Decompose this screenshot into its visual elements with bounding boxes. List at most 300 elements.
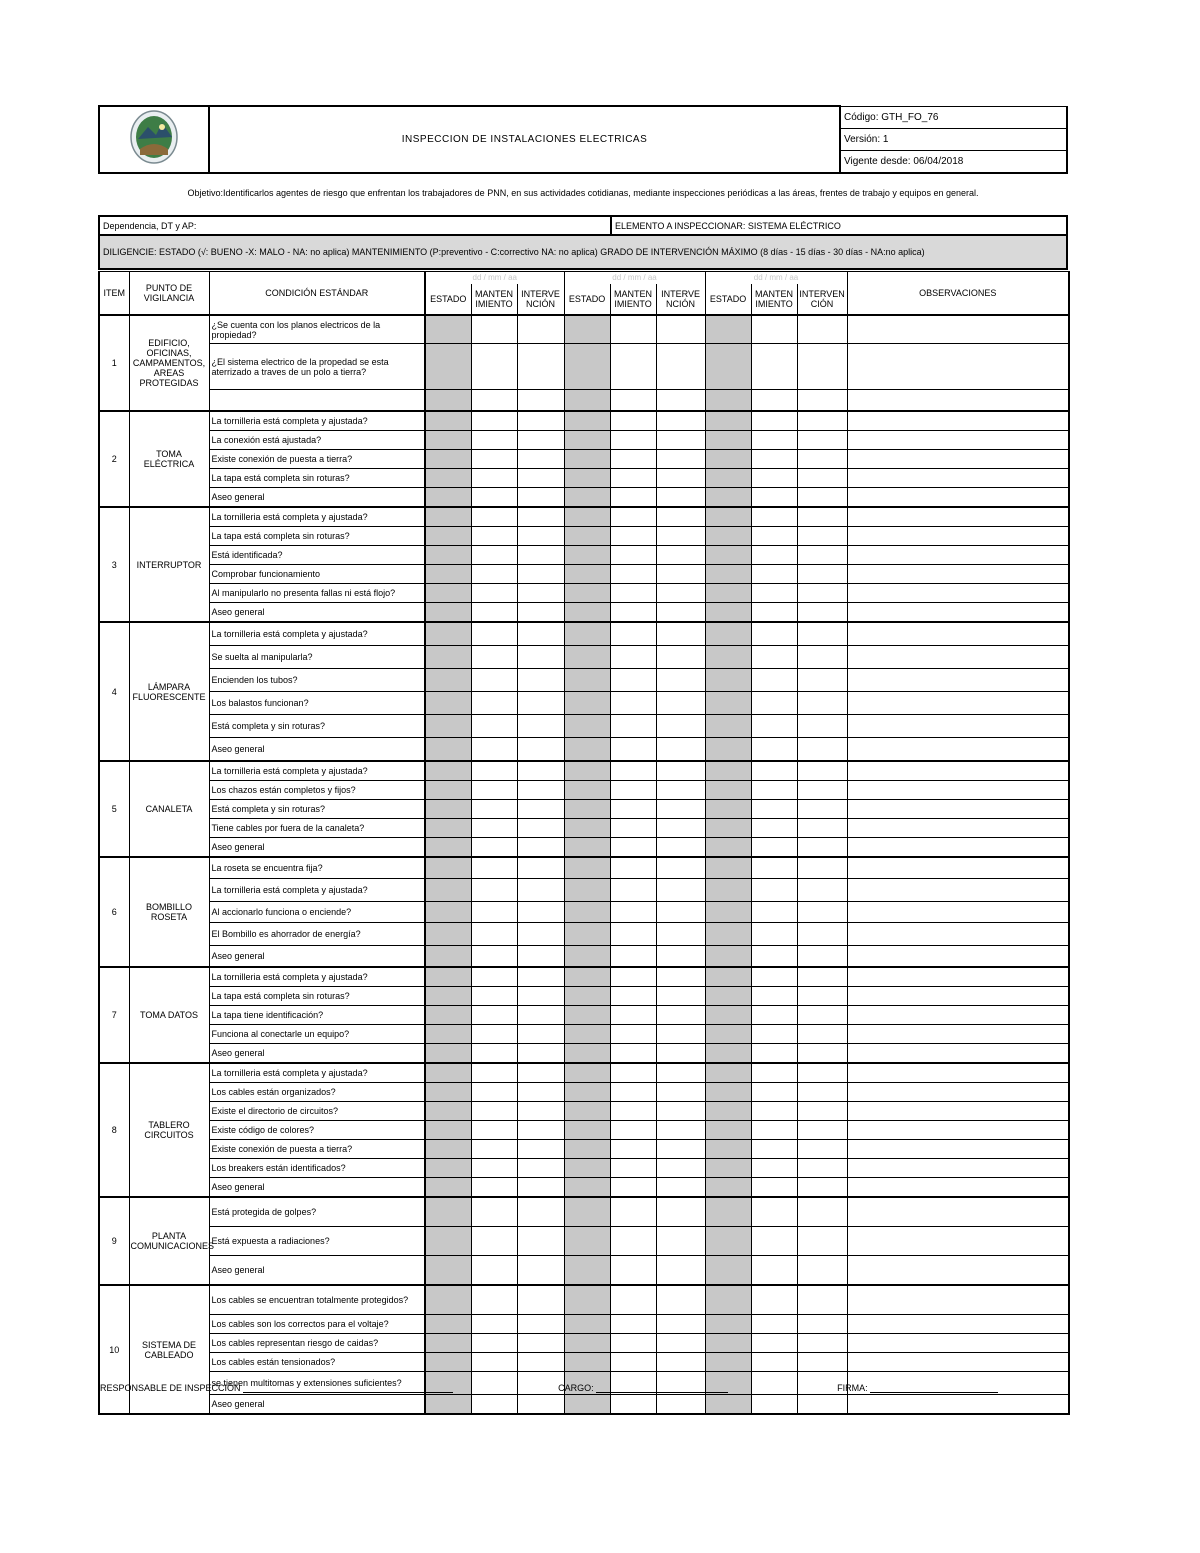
estado-cell-3[interactable] <box>705 967 751 987</box>
intervencion-cell-2[interactable] <box>656 967 705 987</box>
mantenimiento-cell-1[interactable] <box>471 390 517 412</box>
estado-cell-2[interactable] <box>564 1197 610 1227</box>
estado-cell-1[interactable] <box>425 1159 471 1178</box>
dependencia-field[interactable]: Dependencia, DT y AP: <box>99 216 611 235</box>
estado-cell-1[interactable] <box>425 669 471 692</box>
estado-cell-1[interactable] <box>425 738 471 762</box>
intervencion-cell-3[interactable] <box>797 431 847 450</box>
estado-cell-3[interactable] <box>705 646 751 669</box>
estado-cell-1[interactable] <box>425 1227 471 1256</box>
estado-cell-2[interactable] <box>564 507 610 527</box>
estado-cell-1[interactable] <box>425 838 471 858</box>
intervencion-cell-2[interactable] <box>656 715 705 738</box>
mantenimiento-cell-1[interactable] <box>471 469 517 488</box>
mantenimiento-cell-1[interactable] <box>471 857 517 879</box>
estado-cell-3[interactable] <box>705 1353 751 1372</box>
mantenimiento-cell-2[interactable] <box>610 761 656 781</box>
estado-cell-3[interactable] <box>705 1334 751 1353</box>
estado-cell-2[interactable] <box>564 603 610 623</box>
estado-cell-3[interactable] <box>705 923 751 946</box>
mantenimiento-cell-2[interactable] <box>610 584 656 603</box>
intervencion-cell-3[interactable] <box>797 1044 847 1064</box>
mantenimiento-cell-1[interactable] <box>471 622 517 646</box>
estado-cell-2[interactable] <box>564 1353 610 1372</box>
mantenimiento-cell-2[interactable] <box>610 1315 656 1334</box>
intervencion-cell-2[interactable] <box>656 781 705 800</box>
intervencion-cell-1[interactable] <box>517 584 564 603</box>
mantenimiento-cell-3[interactable] <box>751 431 797 450</box>
mantenimiento-cell-3[interactable] <box>751 488 797 508</box>
estado-cell-2[interactable] <box>564 1178 610 1198</box>
estado-cell-3[interactable] <box>705 1395 751 1415</box>
estado-cell-2[interactable] <box>564 923 610 946</box>
mantenimiento-cell-1[interactable] <box>471 1334 517 1353</box>
intervencion-cell-2[interactable] <box>656 622 705 646</box>
intervencion-cell-3[interactable] <box>797 1006 847 1025</box>
intervencion-cell-3[interactable] <box>797 344 847 390</box>
intervencion-cell-1[interactable] <box>517 1353 564 1372</box>
mantenimiento-cell-3[interactable] <box>751 450 797 469</box>
mantenimiento-cell-1[interactable] <box>471 315 517 344</box>
intervencion-cell-3[interactable] <box>797 1121 847 1140</box>
observaciones-cell[interactable] <box>847 1102 1069 1121</box>
mantenimiento-cell-3[interactable] <box>751 857 797 879</box>
estado-cell-2[interactable] <box>564 646 610 669</box>
mantenimiento-cell-1[interactable] <box>471 1102 517 1121</box>
mantenimiento-cell-3[interactable] <box>751 1285 797 1315</box>
mantenimiento-cell-1[interactable] <box>471 1025 517 1044</box>
observaciones-cell[interactable] <box>847 344 1069 390</box>
mantenimiento-cell-3[interactable] <box>751 344 797 390</box>
intervencion-cell-1[interactable] <box>517 1395 564 1415</box>
estado-cell-1[interactable] <box>425 800 471 819</box>
intervencion-cell-3[interactable] <box>797 1025 847 1044</box>
mantenimiento-cell-3[interactable] <box>751 781 797 800</box>
mantenimiento-cell-2[interactable] <box>610 1353 656 1372</box>
intervencion-cell-1[interactable] <box>517 1044 564 1064</box>
estado-cell-3[interactable] <box>705 1140 751 1159</box>
observaciones-cell[interactable] <box>847 450 1069 469</box>
mantenimiento-cell-3[interactable] <box>751 715 797 738</box>
intervencion-cell-2[interactable] <box>656 1102 705 1121</box>
intervencion-cell-2[interactable] <box>656 946 705 968</box>
mantenimiento-cell-3[interactable] <box>751 1140 797 1159</box>
observaciones-cell[interactable] <box>847 761 1069 781</box>
observaciones-cell[interactable] <box>847 987 1069 1006</box>
mantenimiento-cell-1[interactable] <box>471 669 517 692</box>
observaciones-cell[interactable] <box>847 603 1069 623</box>
mantenimiento-cell-2[interactable] <box>610 987 656 1006</box>
intervencion-cell-2[interactable] <box>656 565 705 584</box>
intervencion-cell-2[interactable] <box>656 315 705 344</box>
estado-cell-1[interactable] <box>425 315 471 344</box>
observaciones-cell[interactable] <box>847 738 1069 762</box>
observaciones-cell[interactable] <box>847 1395 1069 1415</box>
mantenimiento-cell-1[interactable] <box>471 967 517 987</box>
estado-cell-3[interactable] <box>705 879 751 902</box>
estado-cell-3[interactable] <box>705 315 751 344</box>
estado-cell-3[interactable] <box>705 800 751 819</box>
mantenimiento-cell-3[interactable] <box>751 390 797 412</box>
mantenimiento-cell-1[interactable] <box>471 800 517 819</box>
intervencion-cell-1[interactable] <box>517 1025 564 1044</box>
mantenimiento-cell-3[interactable] <box>751 669 797 692</box>
mantenimiento-cell-1[interactable] <box>471 1044 517 1064</box>
intervencion-cell-3[interactable] <box>797 1315 847 1334</box>
intervencion-cell-1[interactable] <box>517 622 564 646</box>
mantenimiento-cell-2[interactable] <box>610 315 656 344</box>
mantenimiento-cell-2[interactable] <box>610 923 656 946</box>
mantenimiento-cell-3[interactable] <box>751 1197 797 1227</box>
estado-cell-1[interactable] <box>425 622 471 646</box>
mantenimiento-cell-2[interactable] <box>610 800 656 819</box>
date-field-3[interactable]: dd / mm / aa <box>705 272 847 285</box>
estado-cell-3[interactable] <box>705 469 751 488</box>
mantenimiento-cell-3[interactable] <box>751 1044 797 1064</box>
observaciones-cell[interactable] <box>847 1063 1069 1083</box>
mantenimiento-cell-3[interactable] <box>751 879 797 902</box>
observaciones-cell[interactable] <box>847 800 1069 819</box>
intervencion-cell-3[interactable] <box>797 987 847 1006</box>
mantenimiento-cell-2[interactable] <box>610 1178 656 1198</box>
date-field-2[interactable]: dd / mm / aa <box>564 272 705 285</box>
observaciones-cell[interactable] <box>847 469 1069 488</box>
estado-cell-1[interactable] <box>425 857 471 879</box>
estado-cell-1[interactable] <box>425 527 471 546</box>
intervencion-cell-1[interactable] <box>517 738 564 762</box>
estado-cell-3[interactable] <box>705 431 751 450</box>
mantenimiento-cell-3[interactable] <box>751 967 797 987</box>
intervencion-cell-2[interactable] <box>656 838 705 858</box>
intervencion-cell-3[interactable] <box>797 967 847 987</box>
estado-cell-1[interactable] <box>425 923 471 946</box>
mantenimiento-cell-3[interactable] <box>751 622 797 646</box>
mantenimiento-cell-3[interactable] <box>751 1159 797 1178</box>
estado-cell-3[interactable] <box>705 946 751 968</box>
mantenimiento-cell-1[interactable] <box>471 902 517 923</box>
estado-cell-2[interactable] <box>564 584 610 603</box>
estado-cell-1[interactable] <box>425 390 471 412</box>
intervencion-cell-1[interactable] <box>517 469 564 488</box>
observaciones-cell[interactable] <box>847 838 1069 858</box>
estado-cell-3[interactable] <box>705 781 751 800</box>
intervencion-cell-1[interactable] <box>517 1140 564 1159</box>
intervencion-cell-1[interactable] <box>517 431 564 450</box>
mantenimiento-cell-2[interactable] <box>610 819 656 838</box>
mantenimiento-cell-3[interactable] <box>751 1256 797 1286</box>
mantenimiento-cell-2[interactable] <box>610 1025 656 1044</box>
estado-cell-3[interactable] <box>705 603 751 623</box>
intervencion-cell-2[interactable] <box>656 819 705 838</box>
estado-cell-3[interactable] <box>705 584 751 603</box>
mantenimiento-cell-3[interactable] <box>751 603 797 623</box>
estado-cell-1[interactable] <box>425 546 471 565</box>
intervencion-cell-1[interactable] <box>517 546 564 565</box>
mantenimiento-cell-3[interactable] <box>751 527 797 546</box>
intervencion-cell-3[interactable] <box>797 546 847 565</box>
intervencion-cell-1[interactable] <box>517 692 564 715</box>
estado-cell-2[interactable] <box>564 1044 610 1064</box>
mantenimiento-cell-2[interactable] <box>610 1063 656 1083</box>
estado-cell-1[interactable] <box>425 488 471 508</box>
observaciones-cell[interactable] <box>847 565 1069 584</box>
intervencion-cell-2[interactable] <box>656 1140 705 1159</box>
intervencion-cell-2[interactable] <box>656 1334 705 1353</box>
estado-cell-1[interactable] <box>425 1256 471 1286</box>
intervencion-cell-2[interactable] <box>656 488 705 508</box>
intervencion-cell-3[interactable] <box>797 411 847 431</box>
intervencion-cell-3[interactable] <box>797 715 847 738</box>
estado-cell-3[interactable] <box>705 344 751 390</box>
estado-cell-3[interactable] <box>705 527 751 546</box>
intervencion-cell-2[interactable] <box>656 738 705 762</box>
observaciones-cell[interactable] <box>847 819 1069 838</box>
estado-cell-1[interactable] <box>425 781 471 800</box>
estado-cell-2[interactable] <box>564 692 610 715</box>
mantenimiento-cell-3[interactable] <box>751 411 797 431</box>
estado-cell-3[interactable] <box>705 1178 751 1198</box>
intervencion-cell-3[interactable] <box>797 646 847 669</box>
intervencion-cell-3[interactable] <box>797 1102 847 1121</box>
mantenimiento-cell-1[interactable] <box>471 527 517 546</box>
mantenimiento-cell-3[interactable] <box>751 565 797 584</box>
intervencion-cell-3[interactable] <box>797 1159 847 1178</box>
intervencion-cell-1[interactable] <box>517 646 564 669</box>
mantenimiento-cell-2[interactable] <box>610 1140 656 1159</box>
mantenimiento-cell-2[interactable] <box>610 946 656 968</box>
intervencion-cell-2[interactable] <box>656 431 705 450</box>
mantenimiento-cell-1[interactable] <box>471 1159 517 1178</box>
intervencion-cell-2[interactable] <box>656 450 705 469</box>
intervencion-cell-2[interactable] <box>656 1315 705 1334</box>
estado-cell-3[interactable] <box>705 692 751 715</box>
intervencion-cell-2[interactable] <box>656 1256 705 1286</box>
intervencion-cell-1[interactable] <box>517 879 564 902</box>
estado-cell-1[interactable] <box>425 646 471 669</box>
intervencion-cell-1[interactable] <box>517 603 564 623</box>
mantenimiento-cell-1[interactable] <box>471 946 517 968</box>
estado-cell-3[interactable] <box>705 1063 751 1083</box>
estado-cell-2[interactable] <box>564 1025 610 1044</box>
estado-cell-1[interactable] <box>425 1044 471 1064</box>
intervencion-cell-1[interactable] <box>517 1121 564 1140</box>
intervencion-cell-2[interactable] <box>656 987 705 1006</box>
observaciones-cell[interactable] <box>847 431 1069 450</box>
mantenimiento-cell-2[interactable] <box>610 1197 656 1227</box>
mantenimiento-cell-3[interactable] <box>751 800 797 819</box>
estado-cell-1[interactable] <box>425 1285 471 1315</box>
estado-cell-1[interactable] <box>425 431 471 450</box>
estado-cell-2[interactable] <box>564 738 610 762</box>
intervencion-cell-1[interactable] <box>517 967 564 987</box>
mantenimiento-cell-2[interactable] <box>610 411 656 431</box>
mantenimiento-cell-1[interactable] <box>471 1395 517 1415</box>
intervencion-cell-3[interactable] <box>797 1063 847 1083</box>
intervencion-cell-2[interactable] <box>656 507 705 527</box>
mantenimiento-cell-1[interactable] <box>471 1121 517 1140</box>
intervencion-cell-3[interactable] <box>797 857 847 879</box>
intervencion-cell-1[interactable] <box>517 411 564 431</box>
estado-cell-3[interactable] <box>705 1197 751 1227</box>
mantenimiento-cell-3[interactable] <box>751 1083 797 1102</box>
observaciones-cell[interactable] <box>847 411 1069 431</box>
mantenimiento-cell-1[interactable] <box>471 692 517 715</box>
intervencion-cell-2[interactable] <box>656 344 705 390</box>
estado-cell-3[interactable] <box>705 715 751 738</box>
estado-cell-1[interactable] <box>425 1395 471 1415</box>
estado-cell-1[interactable] <box>425 1063 471 1083</box>
observaciones-cell[interactable] <box>847 584 1069 603</box>
estado-cell-2[interactable] <box>564 967 610 987</box>
estado-cell-1[interactable] <box>425 1334 471 1353</box>
mantenimiento-cell-2[interactable] <box>610 1121 656 1140</box>
observaciones-cell[interactable] <box>847 1197 1069 1227</box>
observaciones-cell[interactable] <box>847 902 1069 923</box>
intervencion-cell-1[interactable] <box>517 1334 564 1353</box>
estado-cell-1[interactable] <box>425 1102 471 1121</box>
estado-cell-2[interactable] <box>564 902 610 923</box>
mantenimiento-cell-1[interactable] <box>471 1256 517 1286</box>
mantenimiento-cell-2[interactable] <box>610 1227 656 1256</box>
observaciones-cell[interactable] <box>847 1227 1069 1256</box>
mantenimiento-cell-3[interactable] <box>751 1006 797 1025</box>
estado-cell-1[interactable] <box>425 603 471 623</box>
intervencion-cell-3[interactable] <box>797 1285 847 1315</box>
mantenimiento-cell-3[interactable] <box>751 1353 797 1372</box>
mantenimiento-cell-1[interactable] <box>471 781 517 800</box>
estado-cell-2[interactable] <box>564 411 610 431</box>
estado-cell-1[interactable] <box>425 1315 471 1334</box>
estado-cell-2[interactable] <box>564 1063 610 1083</box>
estado-cell-3[interactable] <box>705 546 751 565</box>
estado-cell-2[interactable] <box>564 315 610 344</box>
mantenimiento-cell-2[interactable] <box>610 469 656 488</box>
intervencion-cell-2[interactable] <box>656 1178 705 1198</box>
mantenimiento-cell-2[interactable] <box>610 902 656 923</box>
observaciones-cell[interactable] <box>847 1285 1069 1315</box>
intervencion-cell-3[interactable] <box>797 819 847 838</box>
mantenimiento-cell-1[interactable] <box>471 646 517 669</box>
estado-cell-3[interactable] <box>705 507 751 527</box>
observaciones-cell[interactable] <box>847 715 1069 738</box>
intervencion-cell-1[interactable] <box>517 507 564 527</box>
intervencion-cell-2[interactable] <box>656 469 705 488</box>
intervencion-cell-2[interactable] <box>656 390 705 412</box>
mantenimiento-cell-1[interactable] <box>471 603 517 623</box>
mantenimiento-cell-3[interactable] <box>751 761 797 781</box>
intervencion-cell-2[interactable] <box>656 546 705 565</box>
intervencion-cell-1[interactable] <box>517 923 564 946</box>
intervencion-cell-1[interactable] <box>517 857 564 879</box>
estado-cell-2[interactable] <box>564 1227 610 1256</box>
estado-cell-2[interactable] <box>564 527 610 546</box>
estado-cell-2[interactable] <box>564 431 610 450</box>
observaciones-cell[interactable] <box>847 1256 1069 1286</box>
estado-cell-3[interactable] <box>705 1083 751 1102</box>
firma-field[interactable] <box>870 1382 998 1393</box>
estado-cell-1[interactable] <box>425 411 471 431</box>
estado-cell-2[interactable] <box>564 1334 610 1353</box>
mantenimiento-cell-2[interactable] <box>610 692 656 715</box>
estado-cell-3[interactable] <box>705 1121 751 1140</box>
estado-cell-3[interactable] <box>705 450 751 469</box>
mantenimiento-cell-1[interactable] <box>471 507 517 527</box>
intervencion-cell-3[interactable] <box>797 669 847 692</box>
intervencion-cell-3[interactable] <box>797 761 847 781</box>
intervencion-cell-2[interactable] <box>656 411 705 431</box>
estado-cell-3[interactable] <box>705 1025 751 1044</box>
estado-cell-1[interactable] <box>425 1121 471 1140</box>
observaciones-cell[interactable] <box>847 315 1069 344</box>
observaciones-cell[interactable] <box>847 1353 1069 1372</box>
mantenimiento-cell-2[interactable] <box>610 622 656 646</box>
intervencion-cell-1[interactable] <box>517 781 564 800</box>
mantenimiento-cell-2[interactable] <box>610 488 656 508</box>
intervencion-cell-2[interactable] <box>656 603 705 623</box>
mantenimiento-cell-2[interactable] <box>610 603 656 623</box>
estado-cell-2[interactable] <box>564 1315 610 1334</box>
mantenimiento-cell-3[interactable] <box>751 1025 797 1044</box>
intervencion-cell-3[interactable] <box>797 1083 847 1102</box>
estado-cell-2[interactable] <box>564 781 610 800</box>
intervencion-cell-1[interactable] <box>517 819 564 838</box>
mantenimiento-cell-2[interactable] <box>610 431 656 450</box>
mantenimiento-cell-2[interactable] <box>610 838 656 858</box>
estado-cell-3[interactable] <box>705 669 751 692</box>
estado-cell-3[interactable] <box>705 1227 751 1256</box>
mantenimiento-cell-2[interactable] <box>610 1334 656 1353</box>
intervencion-cell-3[interactable] <box>797 1197 847 1227</box>
mantenimiento-cell-1[interactable] <box>471 838 517 858</box>
estado-cell-3[interactable] <box>705 819 751 838</box>
mantenimiento-cell-3[interactable] <box>751 1334 797 1353</box>
observaciones-cell[interactable] <box>847 967 1069 987</box>
mantenimiento-cell-2[interactable] <box>610 1395 656 1415</box>
intervencion-cell-3[interactable] <box>797 584 847 603</box>
mantenimiento-cell-1[interactable] <box>471 987 517 1006</box>
estado-cell-3[interactable] <box>705 1256 751 1286</box>
mantenimiento-cell-2[interactable] <box>610 646 656 669</box>
mantenimiento-cell-2[interactable] <box>610 738 656 762</box>
observaciones-cell[interactable] <box>847 622 1069 646</box>
estado-cell-1[interactable] <box>425 761 471 781</box>
estado-cell-2[interactable] <box>564 1159 610 1178</box>
responsable-field[interactable] <box>243 1382 453 1393</box>
intervencion-cell-2[interactable] <box>656 669 705 692</box>
observaciones-cell[interactable] <box>847 946 1069 968</box>
observaciones-cell[interactable] <box>847 1025 1069 1044</box>
estado-cell-2[interactable] <box>564 565 610 584</box>
estado-cell-1[interactable] <box>425 819 471 838</box>
estado-cell-3[interactable] <box>705 1159 751 1178</box>
intervencion-cell-3[interactable] <box>797 527 847 546</box>
mantenimiento-cell-1[interactable] <box>471 1178 517 1198</box>
mantenimiento-cell-2[interactable] <box>610 1102 656 1121</box>
intervencion-cell-3[interactable] <box>797 1256 847 1286</box>
intervencion-cell-3[interactable] <box>797 946 847 968</box>
intervencion-cell-1[interactable] <box>517 987 564 1006</box>
intervencion-cell-1[interactable] <box>517 450 564 469</box>
intervencion-cell-3[interactable] <box>797 1395 847 1415</box>
mantenimiento-cell-1[interactable] <box>471 1140 517 1159</box>
mantenimiento-cell-1[interactable] <box>471 819 517 838</box>
intervencion-cell-2[interactable] <box>656 1083 705 1102</box>
mantenimiento-cell-3[interactable] <box>751 1178 797 1198</box>
estado-cell-1[interactable] <box>425 692 471 715</box>
mantenimiento-cell-3[interactable] <box>751 507 797 527</box>
intervencion-cell-1[interactable] <box>517 565 564 584</box>
mantenimiento-cell-1[interactable] <box>471 584 517 603</box>
